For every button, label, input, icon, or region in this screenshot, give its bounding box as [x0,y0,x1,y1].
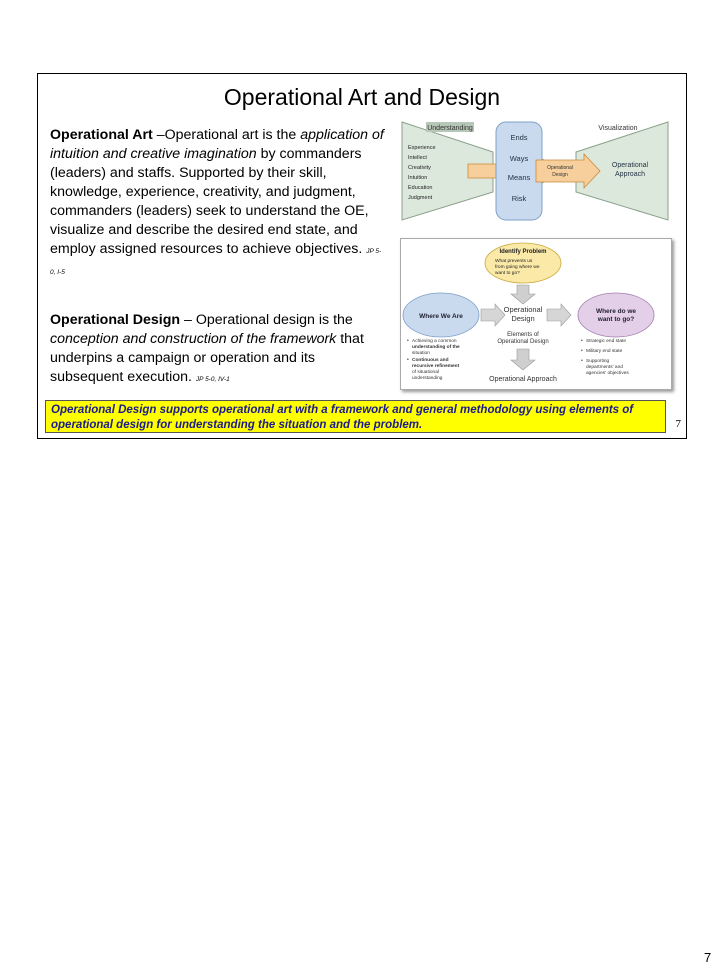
left-bullet-line: recursive refinement [412,364,460,369]
page-number: 7 [704,950,712,965]
center-item: Risk [511,194,527,203]
bullet-dot: • [581,358,583,364]
center-design-label: Design [511,314,535,323]
operational-art-text1: –Operational art is the [152,127,301,143]
arrow-label-line2: Design [552,172,568,178]
operational-art-italic: application of intuition and creative imagination [50,127,384,162]
down-arrow-top [511,285,535,304]
identify-problem-text: want to go? [495,271,520,276]
center-item: Ways [509,154,529,163]
arrow-label-line1: Operational [547,165,573,171]
right-arrow-right [547,304,571,326]
identify-problem-text: What prevents us [495,259,533,264]
right-bullet-line: Supporting [586,359,610,364]
slide [37,73,687,439]
operational-approach-label: Operational Approach [489,376,557,383]
operational-approach-line2: Approach [615,171,645,178]
left-bullet-line: understanding [412,376,443,381]
visualization-label: Visualization [598,125,638,132]
left-bullet-line: Achieving a common [412,339,457,344]
identify-problem-title: Identify Problem [499,249,547,255]
operational-design-italic: conception and construction of the framework [50,331,337,347]
summary-callout: Operational Design supports operational art with a framework and general methodology using elements of operational design for understanding the situation and the problem. [45,400,666,433]
down-arrow-bottom [511,349,535,370]
right-bullet-line: Military end state [586,349,623,354]
understanding-visualization-figure [400,120,670,227]
identify-problem-text: from going where we [495,265,540,270]
slide-title: Operational Art and Design [223,84,501,110]
bullet-dot: • [407,338,409,344]
left-bullet-line: Continuous and [412,358,449,363]
right-bullet-line: departments' and [586,365,623,370]
where-to-go-line1: Where do we [595,308,637,315]
left-bullet-line: of situational [412,370,439,375]
slide-number: 7 [675,418,681,430]
understanding-item: Intellect [408,155,427,161]
operational-art-text2: by commanders (leaders) and staffs. Supported by their skill, knowledge, experience, creativity, and judgment, commanders (leaders) seek to understand the OE, visualize and describe the desired end state, and employ assigned resources to achieve objectives. [50,146,369,257]
right-bullet-line: Strategic end state [586,339,626,344]
operational-design-ref: JP 5-0, IV-1 [195,376,230,383]
elements-line1: Elements of [507,332,539,338]
operational-art-paragraph [50,126,385,282]
operational-design-paragraph [50,311,385,389]
operational-design-text1: – Operational design is the [180,312,353,328]
understanding-item: Intuition [408,175,428,181]
bullet-dot: • [407,357,409,363]
where-to-go-ellipse [578,293,654,337]
bullet-dot: • [581,348,583,354]
understanding-item: Education [408,185,433,191]
bullet-dot: • [581,338,583,344]
understanding-label: Understanding [427,125,473,132]
operational-design-figure [400,238,672,390]
center-operational-label: Operational [503,305,543,314]
left-bullet-line: understanding of the [412,345,460,350]
understanding-item: Creativity [408,165,431,171]
operational-design-text2: that underpins a campaign or operation and its subsequent execution. [50,331,364,385]
understanding-item: Experience [408,145,436,151]
understanding-item: Judgment [408,195,433,201]
operational-art-label: Operational Art [50,127,153,143]
where-we-are-label: Where We Are [419,313,463,320]
elements-line2: Operational Design [497,339,549,345]
right-bullet-line: agencies' objectives [586,371,629,376]
where-to-go-line2: want to go? [597,316,635,323]
operational-approach-line1: Operational [611,162,649,169]
center-item: Means [507,173,531,182]
left-bullet-line: situation [412,351,430,356]
operational-art-ref: JP 5-0, I-5 [50,248,382,276]
right-arrow-left [481,304,505,326]
center-item: Ends [510,133,528,142]
operational-design-label: Operational Design [50,312,181,328]
